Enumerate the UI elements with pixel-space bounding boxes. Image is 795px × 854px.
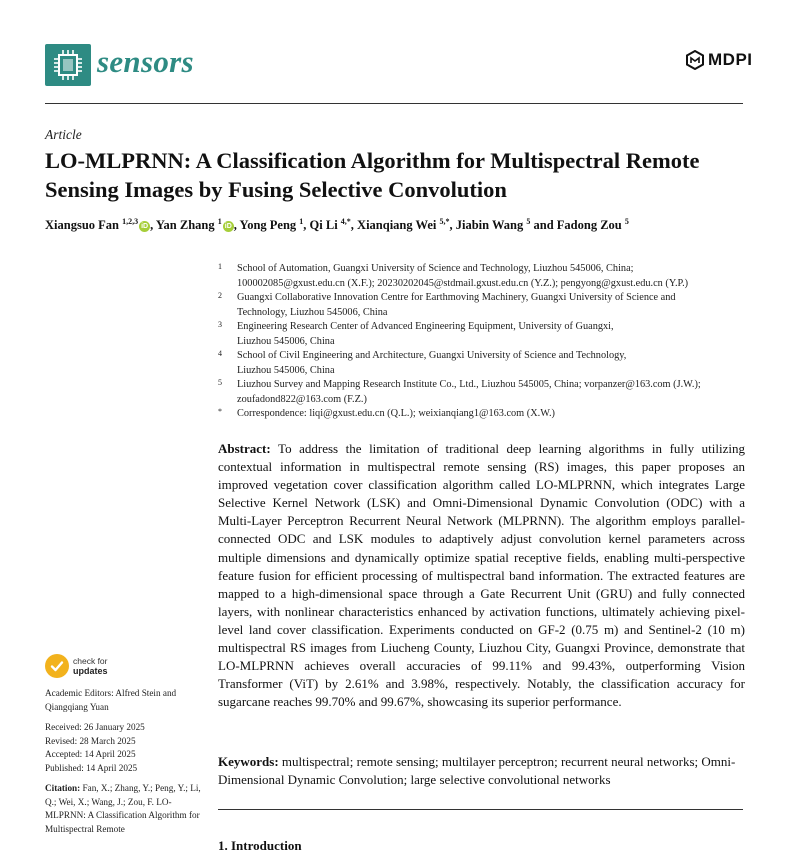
orcid-icon[interactable]: iD — [224, 223, 232, 231]
article-type: Article — [45, 127, 82, 142]
affiliation-number: 5 — [218, 378, 222, 387]
affiliation-line: Engineering Research Center of Advanced Engineering Equipment, University of Guangxi, — [237, 321, 614, 332]
affiliation-number: * — [218, 407, 222, 416]
academic-editors: Academic Editors: Alfred Stein and Qiangqiang Yuan — [45, 688, 177, 712]
citation — [45, 782, 210, 836]
check-for-updates-button[interactable] — [45, 654, 108, 678]
revised-date: Revised: 28 March 2025 — [45, 735, 136, 746]
author-affiliation-marker: 5,* — [439, 217, 450, 226]
affiliation-line: Guangxi Collaborative Innovation Centre for Earthmoving Machinery, Guangxi University of Science and — [237, 292, 676, 303]
check-updates-line2: updates — [73, 666, 108, 676]
author-name[interactable]: Fadong Zou — [556, 218, 622, 233]
article-sidebar — [45, 687, 210, 836]
accepted-date: Accepted: 14 April 2025 — [45, 749, 136, 759]
abstract-label: Abstract: — [218, 441, 271, 456]
author-affiliation-marker: 1,2,3 — [122, 217, 139, 226]
author-affiliation-marker: 5 — [526, 217, 531, 226]
header-divider — [45, 103, 743, 104]
keywords-label: Keywords: — [218, 754, 279, 769]
affiliation-item — [218, 407, 748, 422]
chip-icon — [45, 44, 91, 86]
affiliation-item — [218, 262, 748, 291]
author-name[interactable]: Jiabin Wang — [455, 218, 524, 233]
check-updates-icon — [45, 654, 69, 678]
affiliation-line: School of Civil Engineering and Architecture, Guangxi University of Science and Technology, — [237, 350, 627, 361]
affiliation-number: 4 — [218, 349, 222, 358]
publisher-logo[interactable] — [686, 50, 753, 70]
author-name[interactable]: Xiangsuo Fan — [45, 218, 119, 233]
published-date: Published: 14 April 2025 — [45, 762, 138, 773]
author-name[interactable]: Yan Zhang — [155, 218, 215, 233]
author-name[interactable]: Yong Peng — [239, 218, 297, 233]
received-date: Received: 26 January 2025 — [45, 722, 145, 732]
citation-text: Fan, X.; Zhang, Y.; Peng, Y.; Li, Q.; Wei, X.; Wang, J.; Zou, F. LO-MLPRNN: A Classification Algorithm for Multispectral Remote — [45, 783, 201, 834]
affiliation-line: Liuzhou 545006, China — [237, 364, 335, 376]
mdpi-hexagon-icon — [686, 50, 704, 70]
author-name[interactable]: Qi Li — [309, 218, 338, 233]
affiliations — [218, 262, 748, 422]
affiliation-number: 3 — [218, 320, 222, 329]
affiliation-item — [218, 349, 748, 378]
affiliation-item — [218, 378, 748, 407]
affiliation-line: 100002085@gxust.edu.cn (X.F.); 20230202045@stdmail.gxust.edu.cn (Y.Z.); pengyong@gxust.edu.cn (Y.P.) — [237, 277, 689, 289]
affiliation-item — [218, 320, 748, 349]
section-heading-introduction: 1. Introduction — [218, 838, 302, 853]
keywords-text: multispectral; remote sensing; multilayer perceptron; recurrent neural networks; Omni-Dimensional Dynamic Convolution; large selective convolutional networks — [218, 754, 736, 788]
affiliation-number: 2 — [218, 291, 222, 300]
affiliation-line: zoufadond822@163.com (F.Z.) — [237, 393, 367, 405]
author-list: Xiangsuo Fan $^{1,2,3}$iD , Yan Zhang $^1$iD , Yong Peng $^1$, Qi Li $^{4,*}$, Xianqiang Wei $^{5,*}$, Jiabin Wang $^5$ and Fadong Zou $^5$ — [45, 217, 629, 233]
affiliation-line: Technology, Liuzhou 545006, China — [237, 306, 388, 318]
abstract — [218, 440, 745, 711]
affiliation-line: Liuzhou Survey and Mapping Research Institute Co., Ltd., Liuzhou 545005, China; vorpanzer@163.com (J.W.); — [237, 379, 701, 390]
orcid-icon[interactable]: iD — [141, 223, 149, 231]
citation-label: Citation: — [45, 783, 81, 793]
author-affiliation-marker: 5 — [624, 217, 629, 226]
author-name[interactable]: Xianqiang Wei — [357, 218, 437, 233]
author-affiliation-marker: 1 — [299, 217, 304, 226]
journal-name[interactable]: sensors — [97, 44, 194, 79]
affiliation-line: Liuzhou 545006, China — [237, 335, 335, 347]
affiliation-line: School of Automation, Guangxi University of Science and Technology, Liuzhou 545006, China; — [237, 263, 634, 274]
keywords — [218, 753, 745, 789]
abstract-divider — [218, 809, 743, 810]
author-affiliation-marker: 4,* — [340, 217, 351, 226]
affiliation-line: Correspondence: liqi@gxust.edu.cn (Q.L.); weixianqiang1@163.com (X.W.) — [237, 408, 555, 419]
affiliation-item — [218, 291, 748, 320]
publisher-name: MDPI — [708, 50, 753, 69]
abstract-text: To address the limitation of traditional deep learning algorithms in fully utilizing contextual information in multispectral remote sensing (RS) images, this paper proposes an improved vegetation cover classification algorithm called LO-MLPRNN, which integrates Large Selective Kernel Network (LSK) and Omni-Dimensional Dynamic Convolution (ODC) with a Multi-Layer Perceptron Recurrent Neural Network (MLPRNN). The algorithm employs parallel-connected ODC and LSK modules to adaptively adjust convolution kernel parameters across multiple dimensions and dynamically optimize spatial receptive fields, enabling multi-perspective feature fusion for efficient processing of multispectral band information. The extracted features are mapped to a high-dimensional space through a Gate Recurrent Unit (GRU) and fully connected layers, with nonlinear characteristics enhanced by activation functions, ultimately achieving pixel-level land cover classification. Experiments conducted on GF-2 (0.75 m) and Sentinel-2 (10 m) multispectral RS images from Liucheng County, Liuzhou City, Guangxi Province, demonstrate that LO-MLPRNN achieves overall accuracies of 99.11% and 99.43%, outperforming Vision Transformer (ViT) by 2.61% and 3.98%, respectively. Notably, the classification accuracy for sugarcane reaches 99.70% and 99.67%, showcasing its superior performance. — [218, 441, 745, 710]
check-updates-line1: check for — [73, 656, 108, 666]
journal-logo — [45, 44, 91, 86]
author-affiliation-marker: 1 — [217, 217, 222, 226]
affiliation-number: 1 — [218, 262, 222, 271]
page-title: LO-MLPRNN: A Classification Algorithm for Multispectral Remote Sensing Images by Fusing Selective Convolution — [45, 148, 700, 202]
